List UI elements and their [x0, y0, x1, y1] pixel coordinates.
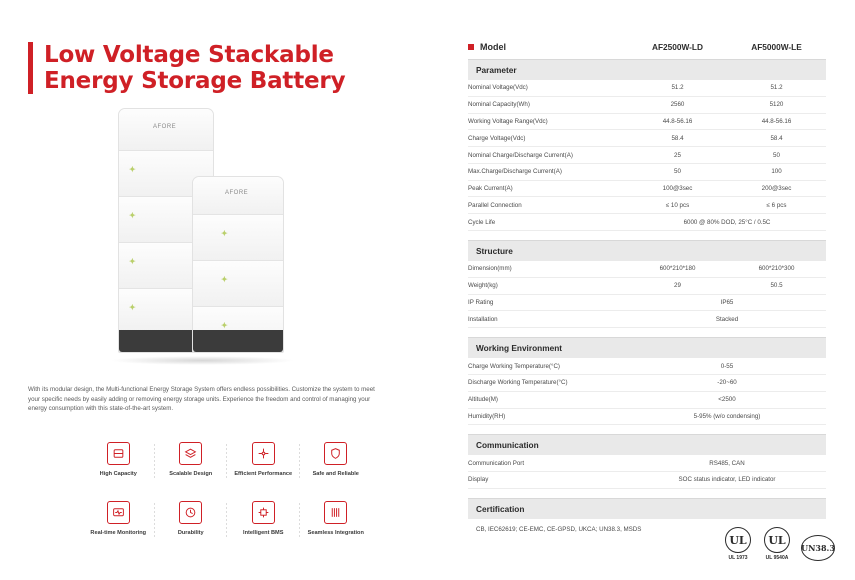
table-row [468, 130, 826, 147]
row-key: Nominal Capacity(Wh) [468, 96, 628, 113]
row-key: Installation [468, 311, 628, 328]
row-value-2: 100 [727, 163, 826, 180]
row-key: Weight(kg) [468, 277, 628, 294]
row-value-2: 44.8-56.16 [727, 113, 826, 130]
clock-shield-icon [179, 501, 202, 524]
battery-product-illustration [110, 108, 300, 368]
model-label: Model [480, 42, 506, 52]
ul-9540a-mark [762, 527, 792, 561]
feature-label: Scalable Design [169, 471, 213, 477]
section-gap [468, 425, 826, 434]
row-value-1: 100@3sec [628, 180, 727, 197]
section-header-parameter: Parameter [468, 59, 826, 80]
row-key: Working Voltage Range(Vdc) [468, 113, 628, 130]
table-row [468, 96, 826, 113]
table-row [468, 294, 826, 311]
row-value-span: IP65 [628, 294, 826, 311]
feature-row-1 [82, 442, 372, 479]
table-row [468, 147, 826, 164]
row-value-2: 50.5 [727, 277, 826, 294]
table-row [468, 80, 826, 96]
row-value-span: 6000 @ 80% DOD, 25°C / 0.5C [628, 214, 826, 231]
row-key: Humidity(RH) [468, 408, 628, 425]
row-value-1: 600*210*180 [628, 261, 727, 277]
title-text [44, 42, 345, 94]
page-title [28, 42, 345, 94]
row-value-1: 51.2 [628, 80, 727, 96]
row-value-span: RS485, CAN [628, 455, 826, 471]
row-value-1: 50 [628, 163, 727, 180]
monitor-waveform-icon [107, 501, 130, 524]
feature-item-real-time-monitoring [82, 501, 155, 538]
row-value-span: SOC status indicator, LED indicator [628, 472, 826, 489]
mark-caption: UL 9540A [765, 555, 789, 561]
section-table-structure [468, 261, 826, 328]
feature-row-2 [82, 501, 372, 538]
feature-label: Safe and Reliable [312, 471, 359, 477]
mark-caption: UL 1973 [728, 555, 748, 561]
row-value-1: 58.4 [628, 130, 727, 147]
section-table-communication [468, 455, 826, 489]
feature-item-intelligent-bms [227, 501, 300, 538]
section-header-communication: Communication [468, 434, 826, 455]
feature-label: Durability [177, 529, 204, 536]
section-gap [468, 489, 826, 498]
table-row [468, 311, 826, 328]
section-table-parameter [468, 80, 826, 231]
table-row [468, 408, 826, 425]
certification-text: CB, IEC62619; CE-EMC, CE-GPSD, UKCA; UN38.3, MSDS [476, 525, 642, 533]
row-key: Display [468, 472, 628, 489]
row-key: IP Rating [468, 294, 628, 311]
table-row [468, 180, 826, 197]
network-nodes-icon [252, 442, 275, 465]
model-header-row [468, 42, 826, 59]
table-row [468, 358, 826, 374]
battery-capacity-icon [107, 442, 130, 465]
row-key: Altitude(M) [468, 391, 628, 408]
table-row [468, 163, 826, 180]
square-bullet-icon [468, 44, 474, 50]
section-header-certification: Certification [468, 498, 826, 519]
feature-item-efficient-performance [227, 442, 300, 479]
model-col-1: AF2500W-LD [651, 42, 703, 52]
table-row [468, 277, 826, 294]
ul-icon: UL [764, 527, 790, 553]
row-value-span: -20~60 [628, 374, 826, 391]
table-row [468, 374, 826, 391]
row-key: Cycle Life [468, 214, 628, 231]
table-row [468, 391, 826, 408]
row-value-1: 25 [628, 147, 727, 164]
feature-item-scalable-design [155, 442, 228, 479]
row-value-2: 5120 [727, 96, 826, 113]
feature-label: Intelligent BMS [243, 529, 284, 536]
ul-icon: UL [725, 527, 751, 553]
battery-base-small [193, 330, 283, 352]
feature-label: Real-time Monitoring [90, 529, 147, 536]
row-key: Nominal Charge/Discharge Current(A) [468, 147, 628, 164]
row-value-1: 29 [628, 277, 727, 294]
title-accent-bar [28, 42, 33, 94]
row-value-1: ≤ 10 pcs [628, 197, 727, 214]
product-shadow [110, 356, 295, 365]
feature-item-safe-and-reliable [300, 442, 373, 479]
certification-marks [723, 527, 835, 561]
un383-mark: UN38.3 [801, 535, 835, 561]
feature-label: High Capacity [99, 471, 137, 477]
row-value-1: 44.8-56.16 [628, 113, 727, 130]
bars-icon [324, 501, 347, 524]
title-line-1: Low Voltage Stackable [44, 42, 334, 68]
row-key: Parallel Connection [468, 197, 628, 214]
feature-grid [82, 442, 372, 537]
row-value-2: 600*210*300 [727, 261, 826, 277]
table-row [468, 197, 826, 214]
row-value-span: 0-55 [628, 358, 826, 374]
row-key: Charge Working Temperature(°C) [468, 358, 628, 374]
row-key: Dimension(mm) [468, 261, 628, 277]
feature-item-durability [155, 501, 228, 538]
row-value-2: ≤ 6 pcs [727, 197, 826, 214]
table-row [468, 113, 826, 130]
table-row [468, 214, 826, 231]
model-col-2: AF5000W-LE [751, 42, 802, 52]
table-row [468, 455, 826, 471]
brand-logo-large: AFORE [153, 124, 177, 130]
row-key: Communication Port [468, 455, 628, 471]
row-key: Discharge Working Temperature(°C) [468, 374, 628, 391]
row-value-1: 2560 [628, 96, 727, 113]
row-value-span: 5-95% (w/o condensing) [628, 408, 826, 425]
shield-icon [324, 442, 347, 465]
section-gap [468, 231, 826, 240]
product-description: With its modular design, the Multi-functional Energy Storage System offers endless possibilities. Customize the system to meet your specific needs by easily adding or removing energy storage units. Experience the freedom and control of managing your energy consumption with this state-of-the-art system. [28, 386, 375, 412]
section-gap [468, 328, 826, 337]
row-value-2: 58.4 [727, 130, 826, 147]
brand-logo-small: AFORE [225, 190, 249, 196]
section-header-structure: Structure [468, 240, 826, 261]
table-row [468, 261, 826, 277]
row-key: Peak Current(A) [468, 180, 628, 197]
feature-label: Efficient Performance [234, 471, 293, 477]
table-row [468, 472, 826, 489]
row-value-2: 51.2 [727, 80, 826, 96]
title-line-2: Energy Storage Battery [44, 68, 346, 94]
row-key: Charge Voltage(Vdc) [468, 130, 628, 147]
row-value-2: 200@3sec [727, 180, 826, 197]
feature-item-high-capacity [82, 442, 155, 479]
battery-stack-small: AFORE ✦ ✦ ✦ [192, 176, 284, 353]
row-value-span: <2500 [628, 391, 826, 408]
ul-1973-mark [723, 527, 753, 561]
section-header-working-environment: Working Environment [468, 337, 826, 358]
section-table-working-environment [468, 358, 826, 425]
row-key: Max.Charge/Discharge Current(A) [468, 163, 628, 180]
feature-item-seamless-integration [300, 501, 373, 538]
chip-icon [252, 501, 275, 524]
spec-table [468, 42, 826, 533]
battery-stack-large: AFORE ✦ ✦ ✦ ✦ [118, 108, 214, 353]
feature-label: Seamless Integration [307, 529, 364, 536]
row-value-2: 50 [727, 147, 826, 164]
model-columns [628, 42, 826, 52]
layers-icon [179, 442, 202, 465]
row-key: Nominal Voltage(Vdc) [468, 80, 628, 96]
row-value-span: Stacked [628, 311, 826, 328]
